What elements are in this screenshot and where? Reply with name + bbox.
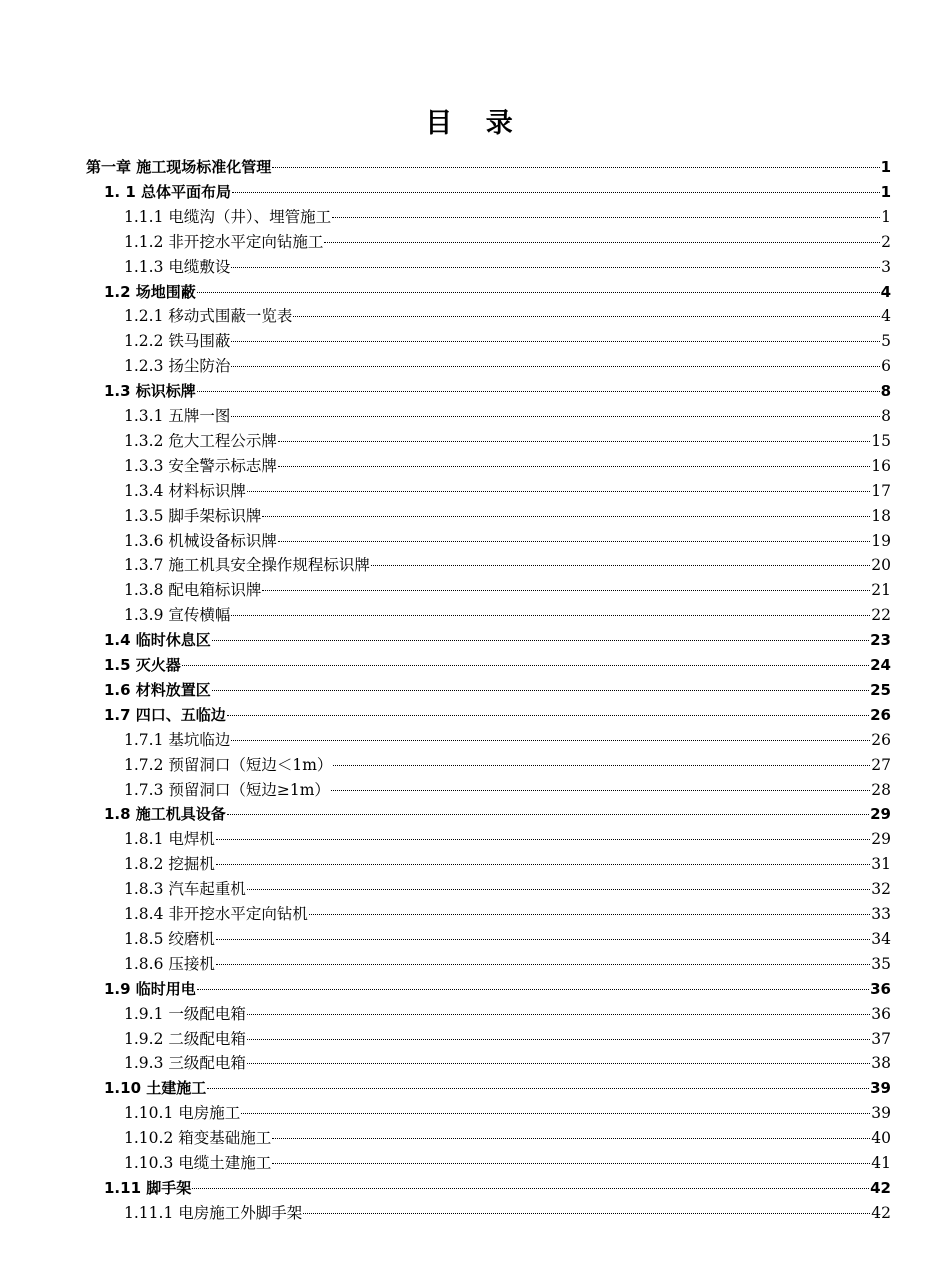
toc-leader-dots: [331, 786, 870, 791]
toc-page-number: 1: [880, 158, 891, 176]
toc-entry[interactable]: [124, 479, 891, 504]
toc-entry[interactable]: [124, 329, 891, 354]
toc-entry-title: 1.9 临时用电: [104, 979, 196, 998]
toc-leader-dots: [227, 711, 869, 716]
toc-page-number: 6: [881, 357, 891, 376]
toc-entry-title: 1.10.2 箱变基础施工: [124, 1129, 272, 1148]
toc-entry-title: 1.3 标识标牌: [104, 382, 196, 401]
toc-entry[interactable]: [104, 280, 891, 305]
toc-entry[interactable]: [124, 1002, 891, 1027]
toc-entry-title: 1.1.1 电缆沟（井）、埋管施工: [124, 207, 332, 226]
toc-leader-dots: [212, 636, 869, 641]
toc-page-number: 42: [870, 1178, 891, 1197]
toc-page-number: 4: [881, 307, 891, 326]
toc-entry-title: 1.7.2 预留洞口（短边＜1m）: [124, 755, 333, 774]
toc-entry-title: 1.2 场地围蔽: [104, 282, 196, 301]
toc-leader-dots: [309, 910, 870, 915]
toc-entry[interactable]: [124, 852, 891, 877]
toc-page-number: 24: [870, 656, 891, 674]
toc-entry[interactable]: [124, 553, 891, 578]
toc-entry[interactable]: [104, 628, 891, 653]
toc-leader-dots: [272, 1159, 870, 1164]
toc-entry-title: 1.3.7 施工机具安全操作规程标识牌: [124, 556, 370, 575]
toc-entry-title: 1.8.3 汽车起重机: [124, 880, 246, 899]
toc-page-number: 39: [870, 1079, 891, 1098]
toc-page-number: 16: [871, 456, 891, 475]
toc-entry-title: 1.2.3 扬尘防治: [124, 357, 231, 376]
toc-page-number: 40: [871, 1129, 891, 1148]
toc-page-number: 8: [880, 382, 891, 401]
toc-page-number: 3: [881, 257, 891, 276]
toc-entry[interactable]: [124, 827, 891, 852]
toc-page-number: 29: [871, 830, 891, 849]
toc-leader-dots: [216, 835, 870, 840]
toc-leader-dots: [324, 238, 880, 243]
toc-entry[interactable]: [104, 977, 891, 1002]
toc-page-number: 26: [871, 730, 891, 749]
toc-leader-dots: [247, 1059, 870, 1064]
toc-leader-dots: [231, 736, 870, 741]
toc-leader-dots: [197, 387, 880, 392]
toc-page-number: 18: [871, 506, 891, 525]
toc-leader-dots: [241, 1109, 870, 1114]
toc-page-number: 1: [880, 182, 891, 201]
toc-entry-title: 1.10.1 电房施工: [124, 1104, 241, 1123]
toc-entry-title: 1.9.3 三级配电箱: [124, 1054, 246, 1073]
toc-leader-dots: [247, 885, 870, 890]
toc-leader-dots: [227, 810, 869, 815]
toc-leader-dots: [272, 1134, 870, 1139]
toc-entry[interactable]: [124, 578, 891, 603]
toc-entry-title: 1.7.3 预留洞口（短边≥1m）: [124, 780, 330, 799]
toc-page-number: 27: [871, 755, 891, 774]
toc-leader-dots: [278, 537, 870, 542]
toc-entry-title: 1.3.1 五牌一图: [124, 407, 231, 425]
toc-page-number: 17: [871, 481, 891, 500]
toc-entry[interactable]: [124, 255, 891, 280]
toc-entry-title: 1.8.6 压接机: [124, 954, 215, 973]
toc-entry-title: 1.11.1 电房施工外脚手架: [124, 1203, 303, 1222]
toc-entry-title: 1.3.6 机械设备标识牌: [124, 531, 277, 550]
toc-leader-dots: [262, 586, 870, 591]
toc-entry-title: 1.5 灭火器: [104, 656, 181, 674]
toc-entry[interactable]: [124, 778, 891, 803]
toc-entry-title: 1.7 四口、五临边: [104, 705, 226, 724]
toc-entry[interactable]: [124, 1201, 891, 1226]
toc-entry[interactable]: [124, 429, 891, 454]
toc-page-number: 39: [871, 1104, 891, 1123]
toc-entry[interactable]: [124, 504, 891, 529]
toc-page-number: 1: [881, 207, 891, 226]
toc-leader-dots: [247, 1035, 870, 1040]
toc-leader-dots: [278, 462, 870, 467]
toc-entry-title: 1.6 材料放置区: [104, 680, 211, 699]
toc-page-number: 33: [871, 905, 891, 923]
toc-entry-title: 1.3.9 宣传横幅: [124, 606, 231, 625]
toc-entry[interactable]: [104, 1176, 891, 1201]
toc-page-number: 35: [871, 954, 891, 973]
page-title: 目 录: [425, 108, 525, 139]
toc-leader-dots: [216, 960, 870, 965]
toc-entry-title: 1.8.4 非开挖水平定向钻机: [124, 905, 308, 923]
toc-page-number: 25: [870, 680, 891, 699]
toc-entry-title: 1.3.4 材料标识牌: [124, 481, 246, 500]
toc-page-number: 36: [870, 979, 891, 998]
toc-entry[interactable]: [104, 379, 891, 404]
toc-entry-title: 1.4 临时休息区: [104, 631, 211, 650]
toc-page-number: 38: [871, 1054, 891, 1073]
toc-entry[interactable]: [124, 354, 891, 379]
toc-entry-title: 1.9.2 二级配电箱: [124, 1029, 246, 1048]
toc-entry[interactable]: [104, 703, 891, 728]
toc-entry[interactable]: [124, 728, 891, 753]
toc-entry-title: 1.11 脚手架: [104, 1178, 192, 1197]
toc-entry[interactable]: [104, 1076, 891, 1101]
toc-entry[interactable]: [124, 927, 891, 952]
toc-leader-dots: [231, 611, 870, 616]
toc-leader-dots: [231, 362, 880, 367]
toc-entry[interactable]: [124, 1027, 891, 1052]
toc-entry-title: 1.8.2 挖掘机: [124, 855, 215, 874]
toc-leader-dots: [371, 561, 870, 566]
toc-entry-title: 1.3.8 配电箱标识牌: [124, 581, 262, 600]
toc-leader-dots: [182, 661, 869, 666]
toc-leader-dots: [231, 263, 880, 268]
toc-page-number: 19: [871, 531, 891, 550]
toc-entry[interactable]: [104, 653, 891, 678]
toc-leader-dots: [333, 761, 870, 766]
toc-entry-title: 1.9.1 一级配电箱: [124, 1004, 246, 1023]
toc-entry-title: 1.1.2 非开挖水平定向钻施工: [124, 232, 324, 251]
toc-page-number: 41: [871, 1154, 891, 1172]
toc-entry[interactable]: [124, 304, 891, 329]
toc-page-number: 15: [871, 431, 891, 450]
toc-entry[interactable]: [124, 1101, 891, 1126]
toc-leader-dots: [192, 1184, 869, 1189]
toc-entry[interactable]: [104, 180, 891, 205]
toc-page-number: 2: [881, 232, 891, 251]
toc-leader-dots: [278, 437, 870, 442]
toc-entry[interactable]: [124, 454, 891, 479]
toc-entry[interactable]: [124, 404, 891, 429]
toc-entry[interactable]: [124, 205, 891, 230]
toc-leader-dots: [332, 213, 880, 218]
toc-page-number: 23: [870, 631, 891, 650]
toc-page-number: 8: [881, 407, 891, 425]
toc-page-number: 42: [871, 1203, 891, 1222]
toc-entry[interactable]: [86, 155, 891, 180]
toc-page-number: 37: [871, 1029, 891, 1048]
toc-entry-title: 1.1.3 电缆敷设: [124, 257, 231, 276]
toc-page-number: 31: [871, 855, 891, 874]
toc-page-number: 21: [871, 581, 891, 600]
toc-leader-dots: [212, 686, 869, 691]
toc-page-number: 5: [881, 332, 891, 351]
toc-page-number: 28: [871, 780, 891, 799]
toc-leader-dots: [303, 1209, 870, 1214]
toc-leader-dots: [293, 312, 880, 317]
toc-entry[interactable]: [124, 902, 891, 927]
toc-entry[interactable]: [104, 678, 891, 703]
toc-entry-title: 第一章 施工现场标准化管理: [86, 158, 272, 176]
toc-entry-title: 1.8 施工机具设备: [104, 805, 226, 824]
toc-leader-dots: [247, 1010, 870, 1015]
toc-entry[interactable]: [124, 952, 891, 977]
toc-leader-dots: [272, 163, 879, 168]
toc-entry-title: 1.3.5 脚手架标识牌: [124, 506, 262, 525]
toc-entry-title: 1.3.2 危大工程公示牌: [124, 431, 277, 450]
toc-entry[interactable]: [124, 230, 891, 255]
toc-entry[interactable]: [124, 1126, 891, 1151]
toc-entry[interactable]: [124, 1051, 891, 1076]
toc-entry-title: 1.7.1 基坑临边: [124, 730, 231, 749]
toc-entry-title: 1.8.1 电焊机: [124, 830, 215, 849]
toc-leader-dots: [231, 337, 880, 342]
toc-entry-title: 1.8.5 绞磨机: [124, 929, 215, 948]
toc-entry-title: 1.10 土建施工: [104, 1079, 207, 1098]
toc-page-number: 4: [880, 282, 891, 301]
toc-page-number: 36: [871, 1004, 891, 1023]
toc-page-number: 22: [871, 606, 891, 625]
toc-entry[interactable]: [124, 1151, 891, 1176]
toc-leader-dots: [197, 985, 869, 990]
toc-page-number: 34: [871, 929, 891, 948]
toc-entry-title: 1.3.3 安全警示标志牌: [124, 456, 277, 475]
toc-entry[interactable]: [124, 877, 891, 902]
toc-entry-title: 1.2.1 移动式围蔽一览表: [124, 307, 293, 326]
toc-entry[interactable]: [124, 529, 891, 554]
toc-leader-dots: [216, 860, 870, 865]
toc-page-number: 20: [871, 556, 891, 575]
toc-leader-dots: [207, 1084, 869, 1089]
toc-leader-dots: [247, 487, 870, 492]
toc-page-number: 26: [870, 705, 891, 724]
toc-leader-dots: [262, 512, 870, 517]
toc-page-number: 29: [870, 805, 891, 824]
toc-entry[interactable]: [104, 802, 891, 827]
toc-entry[interactable]: [124, 753, 891, 778]
toc-leader-dots: [232, 188, 880, 193]
toc-entry-title: 1.10.3 电缆土建施工: [124, 1154, 272, 1172]
toc-entry[interactable]: [124, 603, 891, 628]
toc-leader-dots: [197, 288, 880, 293]
toc-leader-dots: [231, 412, 880, 417]
toc-page-number: 32: [871, 880, 891, 899]
toc-leader-dots: [216, 935, 870, 940]
toc-entry-title: 1.2.2 铁马围蔽: [124, 332, 231, 351]
toc-entry-title: 1. 1 总体平面布局: [104, 182, 232, 201]
